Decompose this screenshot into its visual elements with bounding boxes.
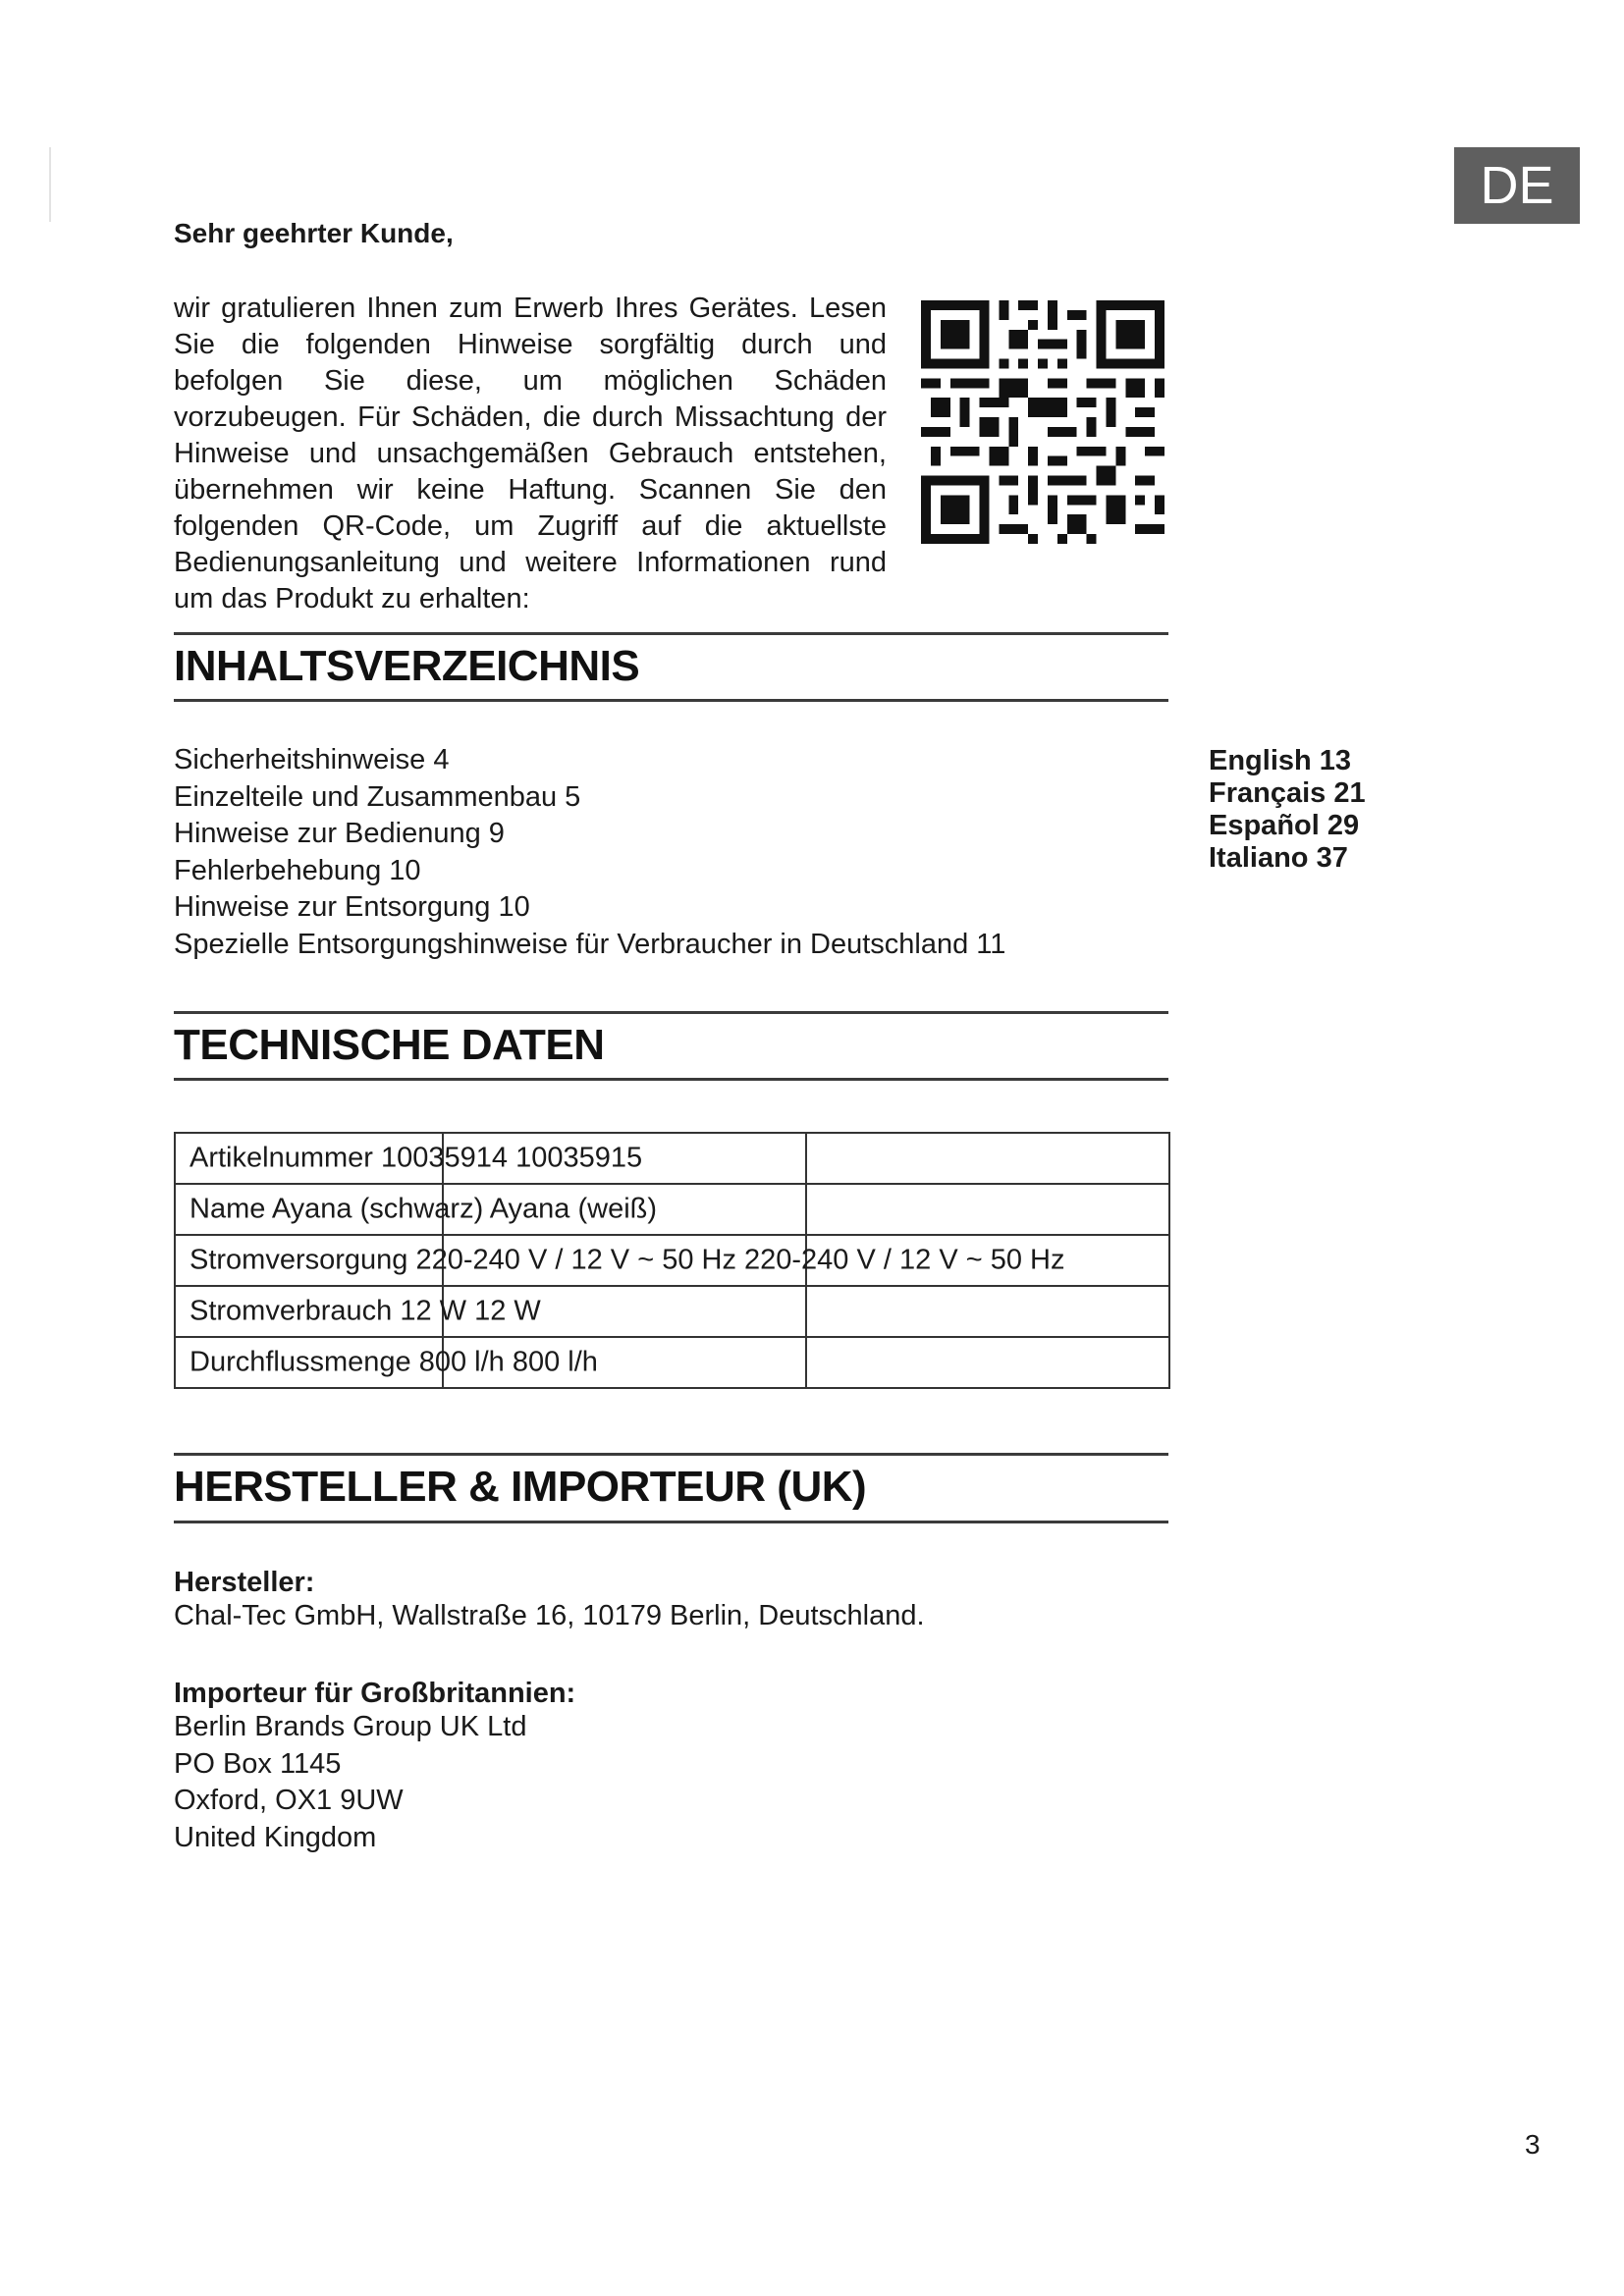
intro-line: Lesen Sie die folgenden Hinweise sorgfältig durch und — [174, 293, 888, 360]
spec-row — [175, 1286, 1169, 1337]
toc-item: Hinweise zur Bedienung 9 — [174, 818, 505, 849]
divider — [174, 699, 1168, 702]
margin-line — [49, 147, 51, 222]
address-line: PO Box 1145 — [174, 1747, 342, 1780]
spec-text: Durchflussmenge 800 l/h 800 l/h — [189, 1346, 598, 1378]
intro-line: unsachgemäßen Gebrauch entstehen, übernehmen wir — [174, 438, 887, 506]
qr-code — [921, 300, 1164, 544]
divider — [174, 1453, 1168, 1456]
spec-text: Artikelnummer 10035914 10035915 — [189, 1142, 643, 1174]
toc-heading: INHALTSVERZEICHNIS — [174, 642, 640, 690]
toc-item: Fehlerbehebung 10 — [174, 854, 421, 886]
toc-item: Hinweise zur Entsorgung 10 — [174, 891, 530, 923]
manufacturer-heading: HERSTELLER & IMPORTEUR (UK) — [174, 1463, 867, 1511]
intro-line: keine Haftung. Scannen Sie den folgenden QR-Code, — [174, 474, 888, 542]
manufacturer-address: Chal-Tec GmbH, Wallstraße 16, 10179 Berlin, Deutschland. — [174, 1600, 925, 1631]
spec-text: Stromversorgung 220-240 V / 12 V ~ 50 Hz 220-240 V / 12 V ~ 50 Hz — [189, 1244, 1065, 1276]
intro-paragraph — [174, 291, 887, 617]
spec-row — [175, 1184, 1169, 1235]
manufacturer-label: Hersteller: — [174, 1567, 315, 1598]
intro-line: weitere Informationen rund um das Produkt zu erhalten: — [174, 547, 887, 614]
spec-row — [175, 1133, 1169, 1184]
spec-text: Name Ayana (schwarz) Ayana (weiß) — [189, 1193, 658, 1225]
spec-text: Stromverbrauch 12 W 12 W — [189, 1295, 541, 1327]
divider — [174, 1521, 1168, 1523]
importer-label: Importeur für Großbritannien: — [174, 1678, 576, 1709]
intro-line: befolgen Sie diese, um möglichen Schäden vorzubeugen. — [174, 365, 887, 433]
intro-line: um Zugriff auf die aktuellste Bedienungsanleitung und — [174, 510, 888, 578]
spec-row — [175, 1337, 1169, 1388]
tech-heading: TECHNISCHE DATEN — [174, 1021, 605, 1069]
language-item: Français 21 — [1209, 777, 1366, 809]
language-item: English 13 — [1209, 745, 1352, 776]
spec-table — [174, 1132, 1170, 1389]
toc-list — [174, 742, 1005, 963]
divider — [174, 632, 1168, 635]
language-index — [1209, 745, 1366, 875]
toc-item: Einzelteile und Zusammenbau 5 — [174, 780, 581, 813]
greeting: Sehr geehrter Kunde, — [174, 218, 454, 248]
address-line: United Kingdom — [174, 1821, 377, 1853]
page-number: 3 — [1525, 2129, 1541, 2160]
divider — [174, 1011, 1168, 1014]
intro-line: wir gratulieren Ihnen zum Erwerb Ihres Gerätes. — [174, 293, 798, 324]
toc-item: Sicherheitshinweise 4 — [174, 744, 450, 775]
language-item: Español 29 — [1209, 810, 1360, 841]
language-item: Italiano 37 — [1209, 842, 1348, 874]
intro-line: Für Schäden, die durch Missachtung der Hinweise und — [174, 401, 887, 469]
divider — [174, 1078, 1168, 1081]
spec-row — [175, 1235, 1169, 1286]
toc-item: Spezielle Entsorgungshinweise für Verbraucher in Deutschland 11 — [174, 928, 1006, 960]
importer-address — [174, 1709, 526, 1856]
language-badge: DE — [1454, 147, 1580, 224]
address-line: Berlin Brands Group UK Ltd — [174, 1711, 527, 1742]
address-line: Oxford, OX1 9UW — [174, 1785, 404, 1816]
